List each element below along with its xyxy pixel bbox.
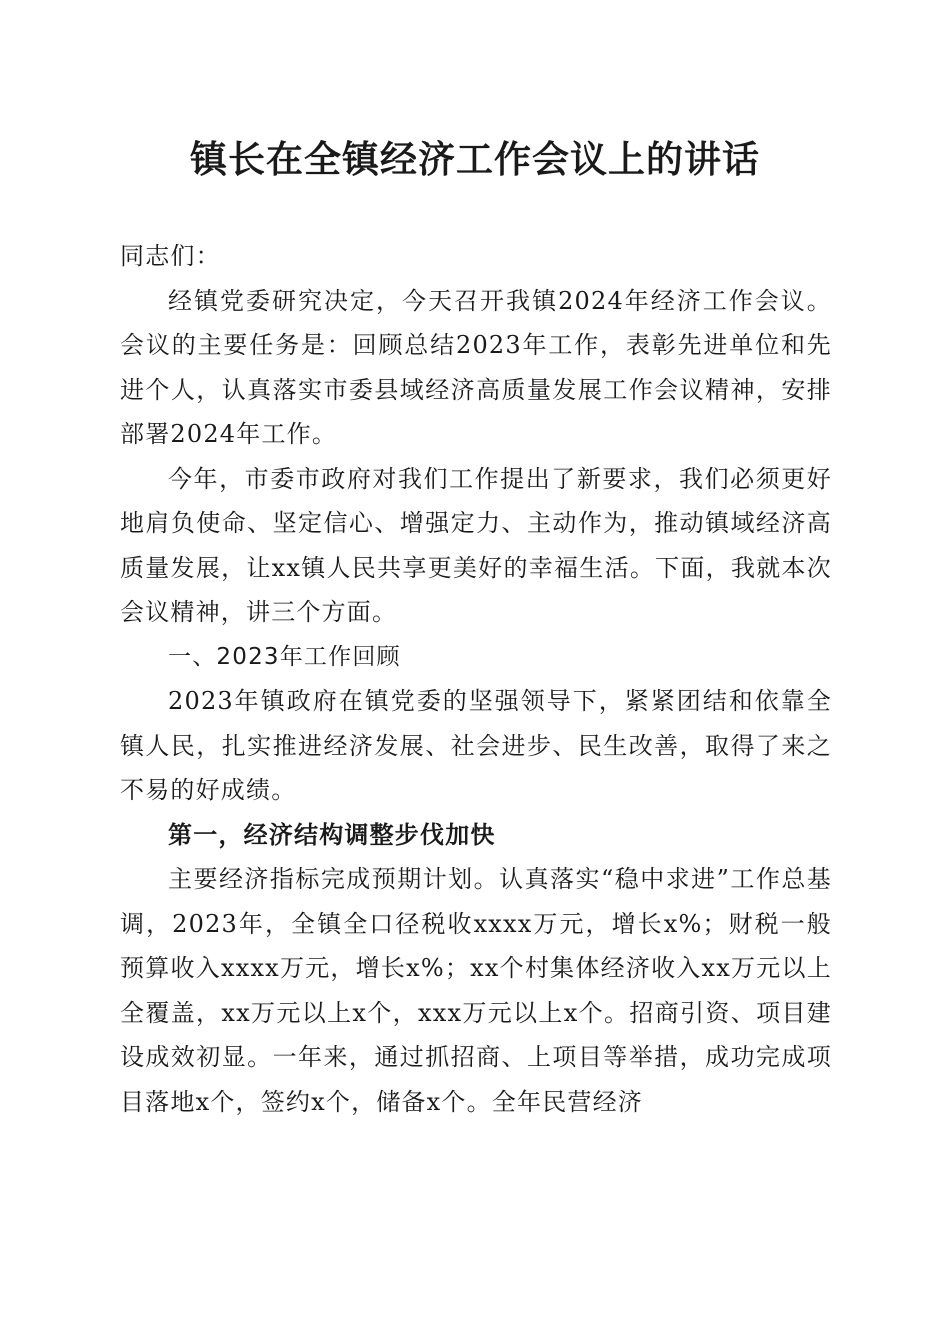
section-heading-review: 一、2023年工作回顾 [168,643,401,670]
paragraph-review-summary: 2023年镇政府在镇党委的坚强领导下，紧紧团结和依靠全镇人民，扎实推进经济发展、社会进步、民生改善，取得了来之不易的好成绩。 [120,687,832,804]
subheading-economic-structure: 第一，经济结构调整步伐加快 [168,819,496,849]
salutation: 同志们： [120,242,221,270]
paragraph-intro: 经镇党委研究决定，今天召开我镇2024年经济工作会议。会议的主要任务是：回顾总结2023年工作，表彰先进单位和先进个人，认真落实市委县域经济高质量发展工作会议精神，安排部署2024年工作。 [120,286,832,448]
document-title: 镇长在全镇经济工作会议上的讲话 [190,137,760,181]
paragraph-economic-indicators: 主要经济指标完成预期计划。认真落实“稳中求进”工作总基调，2023年，全镇全口径税收xxxx万元，增长x%；财税一般预算收入xxxx万元，增长x%；xx个村集体经济收入xx万元以上全覆盖，xx万元以上x个，xxx万元以上x个。招商引资、项目建设成效初显。一年来，通过抓招商、上项目等举措，成功完成项目落地x个，签约x个，储备x个。全年民营经济 [120,865,832,1116]
paragraph-requirements: 今年，市委市政府对我们工作提出了新要求，我们必须更好地肩负使命、坚定信心、增强定力、主动作为，推动镇域经济高质量发展，让xx镇人民共享更美好的幸福生活。下面，我就本次会议精神，讲三个方面。 [120,464,832,626]
document-body [120,234,832,1124]
